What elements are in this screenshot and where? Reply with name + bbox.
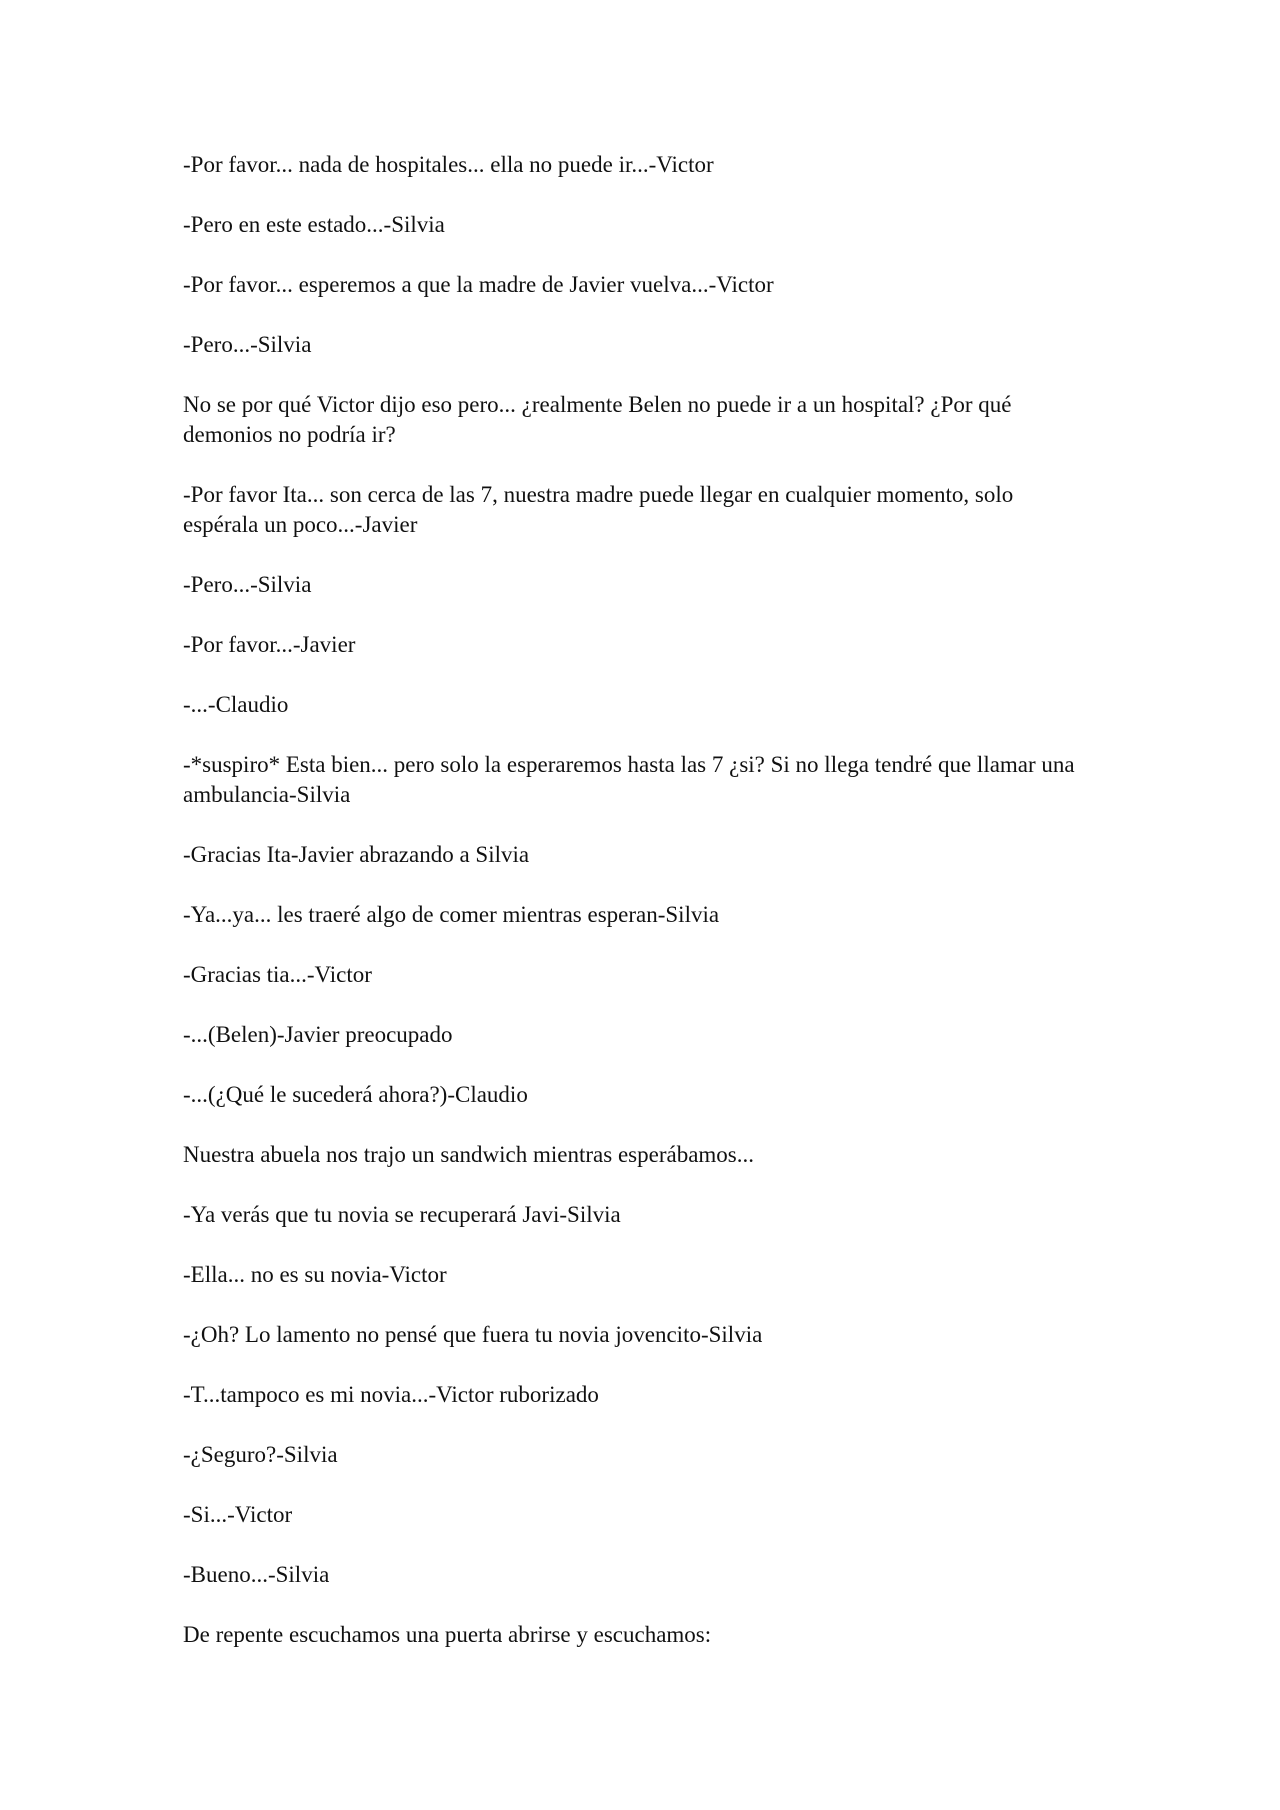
paragraph: -Bueno...-Silvia	[183, 1562, 330, 1587]
paragraph: -Por favor... esperemos a que la madre de Javier vuelva...-Victor	[183, 272, 774, 297]
paragraph: -¿Oh? Lo lamento no pensé que fuera tu novia jovencito-Silvia	[183, 1322, 763, 1347]
paragraph: -*suspiro* Esta bien... pero solo la esperaremos hasta las 7 ¿si? Si no llega tendré que llamar una ambulancia-Silvia	[183, 752, 1075, 807]
paragraph: -Pero en este estado...-Silvia	[183, 212, 445, 237]
paragraph: -Por favor...-Javier	[183, 632, 356, 657]
paragraph: -Pero...-Silvia	[183, 572, 312, 597]
paragraph: -Ella... no es su novia-Victor	[183, 1262, 447, 1287]
paragraph: -Pero...-Silvia	[183, 332, 312, 357]
paragraph: -...-Claudio	[183, 692, 289, 717]
paragraph: -...(Belen)-Javier preocupado	[183, 1022, 453, 1047]
paragraph: De repente escuchamos una puerta abrirse y escuchamos:	[183, 1622, 712, 1647]
paragraph: Nuestra abuela nos trajo un sandwich mientras esperábamos...	[183, 1142, 754, 1167]
document-page	[183, 150, 1083, 1680]
paragraph: -¿Seguro?-Silvia	[183, 1442, 338, 1467]
paragraph: -Ya verás que tu novia se recuperará Javi-Silvia	[183, 1202, 621, 1227]
paragraph: -T...tampoco es mi novia...-Victor ruborizado	[183, 1382, 599, 1407]
paragraph: -Gracias Ita-Javier abrazando a Silvia	[183, 842, 530, 867]
paragraph: No se por qué Victor dijo eso pero... ¿realmente Belen no puede ir a un hospital? ¿Por qué demonios no podría ir?	[183, 392, 1012, 447]
paragraph: -Por favor... nada de hospitales... ella no puede ir...-Victor	[183, 152, 714, 177]
paragraph: -Gracias tia...-Victor	[183, 962, 372, 987]
paragraph: -Ya...ya... les traeré algo de comer mientras esperan-Silvia	[183, 902, 720, 927]
paragraph: -Si...-Victor	[183, 1502, 293, 1527]
paragraph: -Por favor Ita... son cerca de las 7, nuestra madre puede llegar en cualquier momento, solo espérala un poco...-Javier	[183, 482, 1014, 537]
paragraph: -...(¿Qué le sucederá ahora?)-Claudio	[183, 1082, 528, 1107]
